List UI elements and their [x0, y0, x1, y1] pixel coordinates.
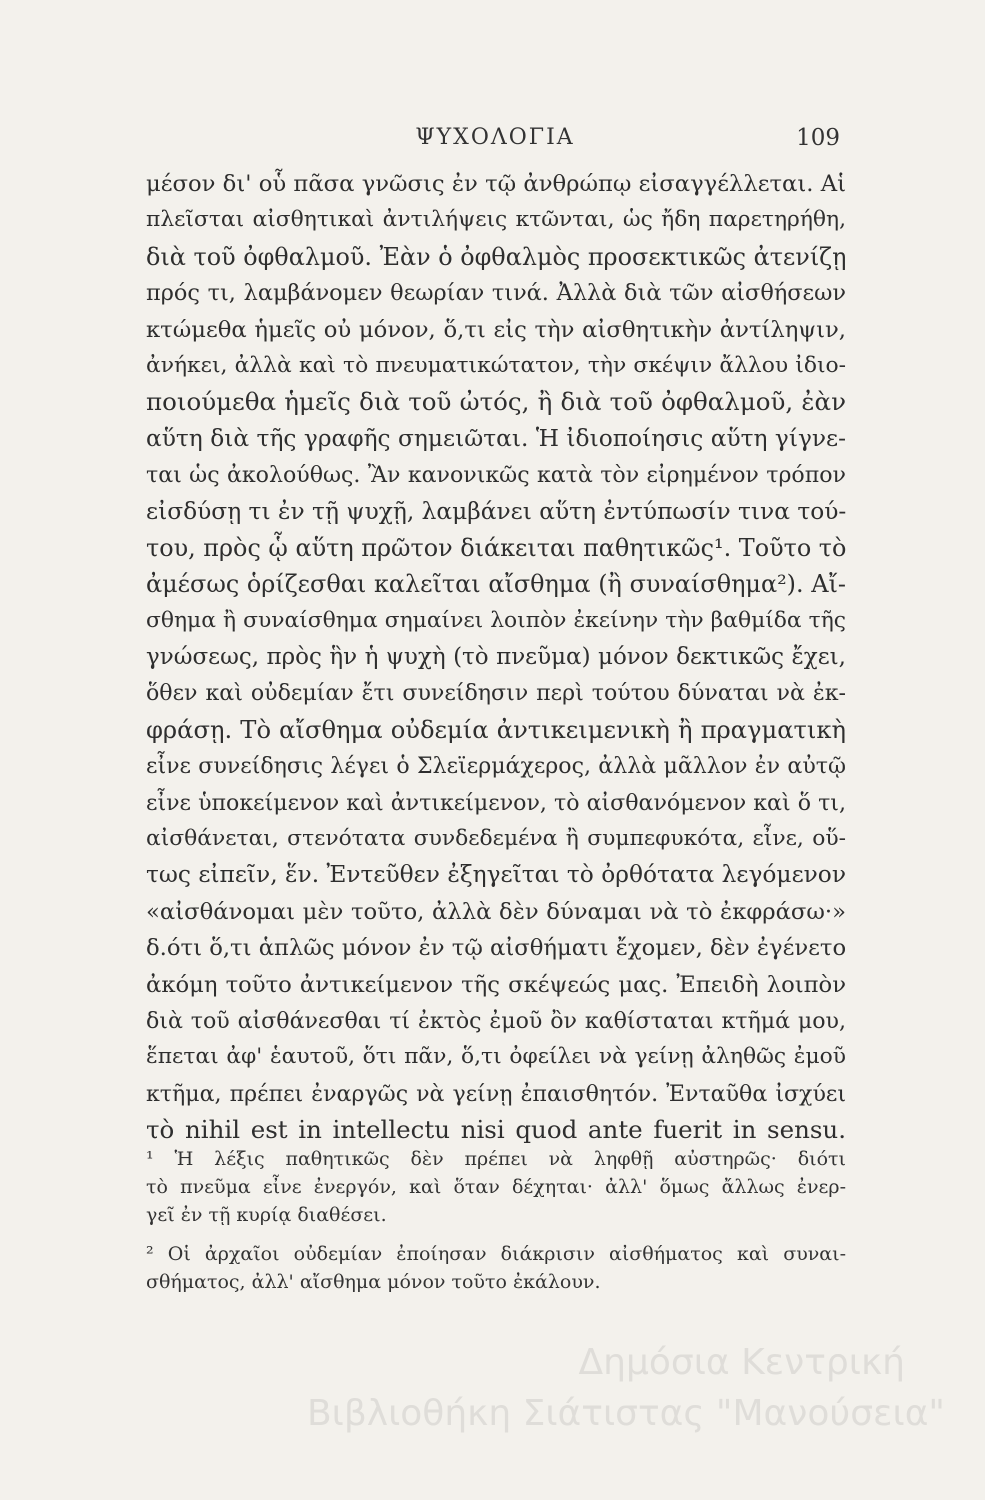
body-line: ἀμέσως ὁρίζεσθαι καλεῖται αἴσθημα (ἢ συναίσθημα²). Αἴ- — [146, 570, 846, 599]
body-text — [146, 166, 846, 1149]
body-line: τως εἰπεῖν, ἕν. Ἐντεῦθεν ἐξηγεῖται τὸ ὀρθότατα λεγόμενον — [146, 861, 846, 889]
body-line: ποιούμεθα ἡμεῖς διὰ τοῦ ὠτός, ἢ διὰ τοῦ ὀφθαλμοῦ, ἐὰν — [146, 387, 846, 417]
body-line: δ.ότι ὅ,τι ἁπλῶς μόνον ἐν τῷ αἰσθήματι ἔχομεν, δὲν ἐγένετο — [146, 935, 847, 962]
footnote-line: γεῖ ἐν τῇ κυρίᾳ διαθέσει. — [146, 1204, 387, 1226]
body-line: ἀκόμη τοῦτο ἀντικείμενον τῆς σκέψεώς μας. Ἐπειδὴ λοιπὸν — [146, 971, 846, 998]
running-title: ΨΥΧΟΛΟΓΙΑ — [415, 125, 575, 150]
body-line: εἰσδύσῃ τι ἐν τῇ ψυχῇ, λαμβάνει αὕτη ἐντύπωσίν τινα τού- — [146, 497, 847, 525]
body-line: εἶνε συνείδησις λέγει ὁ Σλεϊερμάχερος, ἀλλὰ μᾶλλον ἐν αὐτῷ — [146, 753, 846, 780]
body-line: πλεῖσται αἰσθητικαὶ ἀντιλήψεις κτῶνται, ὡς ἤδη παρετηρήθη, — [146, 207, 846, 233]
body-line: «αἰσθάνομαι μὲν τοῦτο, ἀλλὰ δὲν δύναμαι νὰ τὸ ἐκφράσω·» — [146, 898, 846, 925]
body-line: ἕπεται ἀφ' ἑαυτοῦ, ὅτι πᾶν, ὅ,τι ὀφείλει νὰ γείνῃ ἀληθῶς ἐμοῦ — [146, 1044, 846, 1070]
body-line: διὰ τοῦ ὀφθαλμοῦ. Ἐὰν ὁ ὀφθαλμὸς προσεκτικῶς ἀτενίζῃ — [146, 242, 847, 271]
library-watermark-line2: Βιβλιοθήκη Σιάτιστας "Μανούσεια" — [306, 1393, 945, 1434]
running-head — [150, 125, 840, 165]
library-watermark-line1: Δημόσια Κεντρική — [578, 1342, 905, 1383]
body-line: αὕτη διὰ τῆς γραφῆς σημειῶται. Ἡ ἰδιοποίησις αὕτη γίγνε- — [146, 424, 846, 452]
body-line: φράσῃ. Τὸ αἴσθημα οὐδεμία ἀντικειμενικὴ ἢ πραγματικὴ — [146, 715, 846, 744]
page-number: 109 — [796, 125, 840, 151]
body-line: διὰ τοῦ αἰσθάνεσθαι τί ἐκτὸς ἐμοῦ ὂν καθίσταται κτῆμά μου, — [146, 1007, 846, 1034]
footnote-line: τὸ πνεῦμα εἶνε ἐνεργόν, καὶ ὅταν δέχηται· ἀλλ' ὅμως ἄλλως ἐνερ- — [146, 1176, 846, 1198]
body-line: γνώσεως, πρὸς ἣν ἡ ψυχὴ (τὸ πνεῦμα) μόνον δεκτικῶς ἔχει, — [146, 644, 846, 671]
footnote-2 — [146, 1240, 846, 1296]
body-line: ὅθεν καὶ οὐδεμίαν ἔτι συνείδησιν περὶ τούτου δύναται νὰ ἐκ- — [146, 680, 846, 707]
body-line: κτώμεθα ἡμεῖς οὐ μόνον, ὅ,τι εἰς τὴν αἰσθητικὴν ἀντίληψιν, — [146, 316, 846, 343]
footnote-line: ² Οἱ ἀρχαῖοι οὐδεμίαν ἐποίησαν διάκρισιν αἰσθήματος καὶ συναι- — [146, 1243, 846, 1265]
footnote-1 — [146, 1145, 846, 1229]
body-line: κτῆμα, πρέπει ἐναργῶς νὰ γείνῃ ἐπαισθητόν. Ἐνταῦθα ἰσχύει — [146, 1080, 846, 1107]
footnote-line: ¹ Ἡ λέξις παθητικῶς δὲν πρέπει νὰ ληφθῇ αὐστηρῶς· διότι — [146, 1148, 846, 1170]
body-line: του, πρὸς ᾧ αὕτη πρῶτον διάκειται παθητικῶς¹. Τοῦτο τὸ — [146, 533, 847, 562]
body-line: τὸ nihil est in intellectu nisi quod ante fuerit in sensu. — [146, 1115, 846, 1145]
body-line: μέσον δι' οὗ πᾶσα γνῶσις ἐν τῷ ἀνθρώπῳ εἰσαγγέλλεται. Αἱ — [146, 171, 846, 197]
body-line: σθημα ἢ συναίσθημα σημαίνει λοιπὸν ἐκείνην τὴν βαθμίδα τῆς — [146, 607, 846, 633]
body-line: ται ὡς ἀκολούθως. Ἂν κανονικῶς κατὰ τὸν εἰρημένον τρόπον — [146, 462, 846, 489]
footnote-line: σθήματος, ἀλλ' αἴσθημα μόνον τοῦτο ἐκάλουν. — [146, 1271, 601, 1293]
body-line: πρός τι, λαμβάνομεν θεωρίαν τινά. Ἀλλὰ διὰ τῶν αἰσθήσεων — [146, 280, 846, 307]
body-line: εἶνε ὑποκείμενον καὶ ἀντικείμενον, τὸ αἰσθανόμενον καὶ ὅ τι, — [146, 789, 846, 816]
body-line: αἰσθάνεται, στενότατα συνδεδεμένα ἢ συμπεφυκότα, εἶνε, οὕ- — [146, 826, 846, 852]
body-line: ἀνήκει, ἀλλὰ καὶ τὸ πνευματικώτατον, τὴν σκέψιν ἄλλου ἰδιο- — [146, 352, 846, 378]
